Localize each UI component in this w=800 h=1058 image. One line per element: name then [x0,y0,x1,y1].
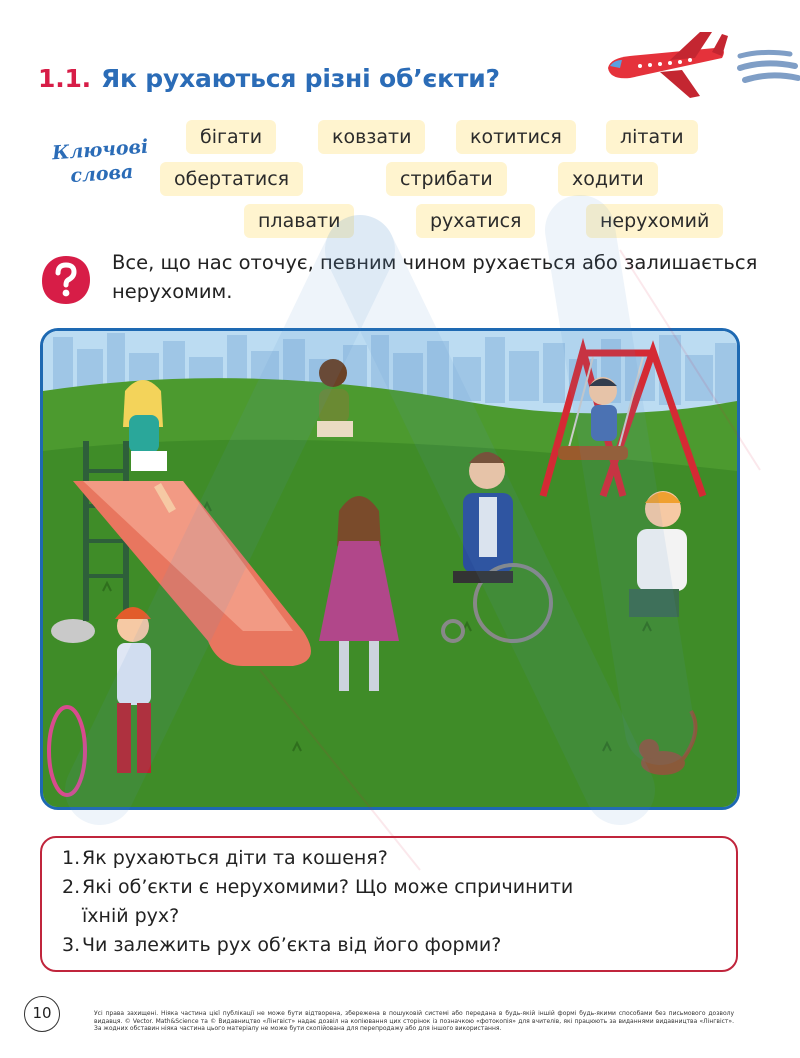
section-heading [38,64,500,93]
question-item [62,844,722,873]
question-mark-icon [40,254,92,306]
airplane-icon [590,20,800,105]
keywords-label [34,134,167,191]
question-number: 2. [62,876,81,898]
section-number: 1.1. [38,64,91,93]
question-item [62,931,722,960]
question-text: Які об’єкти є нерухомими? Що може спричинити [82,876,574,898]
keyword-chip: літати [606,120,698,154]
keyword-chip: обертатися [160,162,303,196]
keyword-chip: ходити [558,162,658,196]
keyword-chip: котитися [456,120,576,154]
keyword-chip: нерухомий [586,204,723,238]
question-text-continuation: їхній рух? [82,905,180,927]
keyword-chip: ковзати [318,120,425,154]
keywords-label-line1: Ключові [51,135,149,165]
page-number: 10 [24,996,60,1032]
question-number: 1. [62,847,81,869]
keyword-chip: плавати [244,204,354,238]
question-text: Як рухаються діти та кошеня? [82,847,388,869]
question-item [62,873,722,931]
playground-illustration [40,328,740,810]
keywords-label-line2: слова [69,160,134,188]
question-text: Чи залежить рух об’єкта від його форми? [82,934,502,956]
keyword-chip: стрибати [386,162,507,196]
section-title: Як рухаються різні об’єкти? [100,64,500,93]
questions-box [40,836,738,972]
questions-list [62,844,722,960]
question-number: 3. [62,934,81,956]
legal-notice: Усі права захищені. Ніяка частина цієї публікації не може бути відтворена, збережена в пошуковій системі або передана в будь-якій іншій формі будь-якими способами без письмового дозволу видавця. © Vector. Math&Science та © Видавництво «Лінгвіст» надає дозвіл на копіювання цих сторінок із позначкою «фотокопія» для вчителів, які працюють за виданнями видавництва «Лінгвіст». За жодних обставин ніяка частина цього матеріалу не може бути скопійована для перепродажу або для іншого використання. [94,1010,734,1032]
keyword-chip: рухатися [416,204,535,238]
intro-text: Все, що нас оточує, певним чином рухається або залишається нерухомим. [112,251,758,303]
keyword-chip: бігати [186,120,276,154]
